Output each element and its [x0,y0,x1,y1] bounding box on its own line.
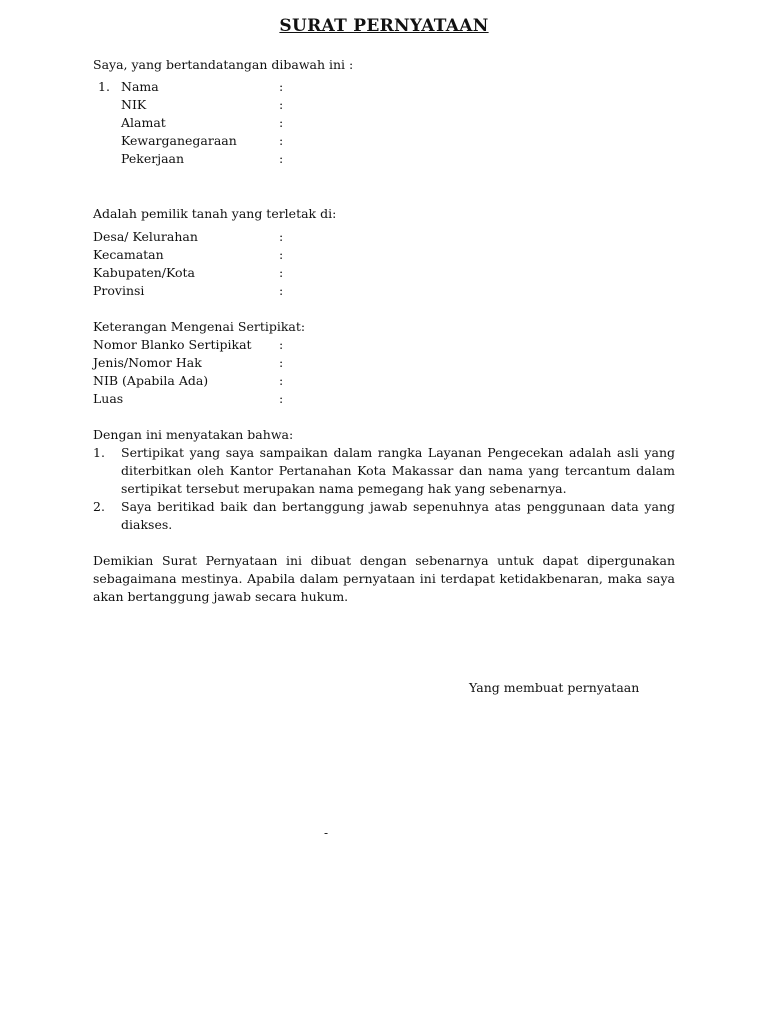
field-colon: : [279,115,284,130]
field-colon: : [279,373,284,388]
field-colon: : [279,97,284,112]
field-label-pekerjaan: Pekerjaan [121,151,185,166]
identity-number: 1. [98,79,110,94]
field-colon: : [279,265,284,280]
field-label-kewarganegaraan: Kewarganegaraan [121,133,237,148]
field-label-desa: Desa/ Kelurahan [93,229,198,244]
signature-mark: - [324,826,329,840]
intro-text: Saya, yang bertandatangan dibawah ini : [93,57,354,72]
land-heading: Adalah pemilik tanah yang terletak di: [93,206,337,221]
field-colon: : [279,133,284,148]
document-title: SURAT PERNYATAAN [279,16,489,36]
field-colon: : [279,247,284,262]
field-colon: : [279,355,284,370]
field-colon: : [279,391,284,406]
field-colon: : [279,337,284,352]
field-label-jenis-hak: Jenis/Nomor Hak [93,355,202,370]
certificate-heading: Keterangan Mengenai Sertipikat: [93,319,306,334]
statement-item-number: 2. [93,499,105,514]
statement-item-number: 1. [93,445,105,460]
statement-item-text: Saya beritikad baik dan bertanggung jawab sepenuhnya atas penggunaan data yang diakses. [121,499,675,533]
field-colon: : [279,229,284,244]
field-label-nib: NIB (Apabila Ada) [93,373,209,388]
field-label-luas: Luas [93,391,124,406]
field-label-kabupaten: Kabupaten/Kota [93,265,195,280]
statement-item-text: Sertipikat yang saya sampaikan dalam rangka Layanan Pengecekan adalah asli yang diterbitkan oleh Kantor Pertanahan Kota Makassar dan nama yang tercantum dalam sertipikat tersebut merupakan nama pemegang hak yang sebenarnya. [121,445,675,497]
field-label-kecamatan: Kecamatan [93,247,164,262]
statement-heading: Dengan ini menyatakan bahwa: [93,427,294,442]
closing-paragraph: Demikian Surat Pernyataan ini dibuat dengan sebenarnya untuk dapat dipergunakan sebagaimana mestinya. Apabila dalam pernyataan ini terdapat ketidakbenaran, maka saya akan bertanggung jawab secara hukum. [93,553,675,605]
field-colon: : [279,79,284,94]
field-colon: : [279,151,284,166]
field-label-nama: Nama [121,79,159,94]
signature-label: Yang membuat pernyataan [469,680,640,695]
field-colon: : [279,283,284,298]
field-label-nomor-blanko: Nomor Blanko Sertipikat [93,337,252,352]
field-label-provinsi: Provinsi [93,283,145,298]
field-label-nik: NIK [121,97,147,112]
field-label-alamat: Alamat [121,115,166,130]
